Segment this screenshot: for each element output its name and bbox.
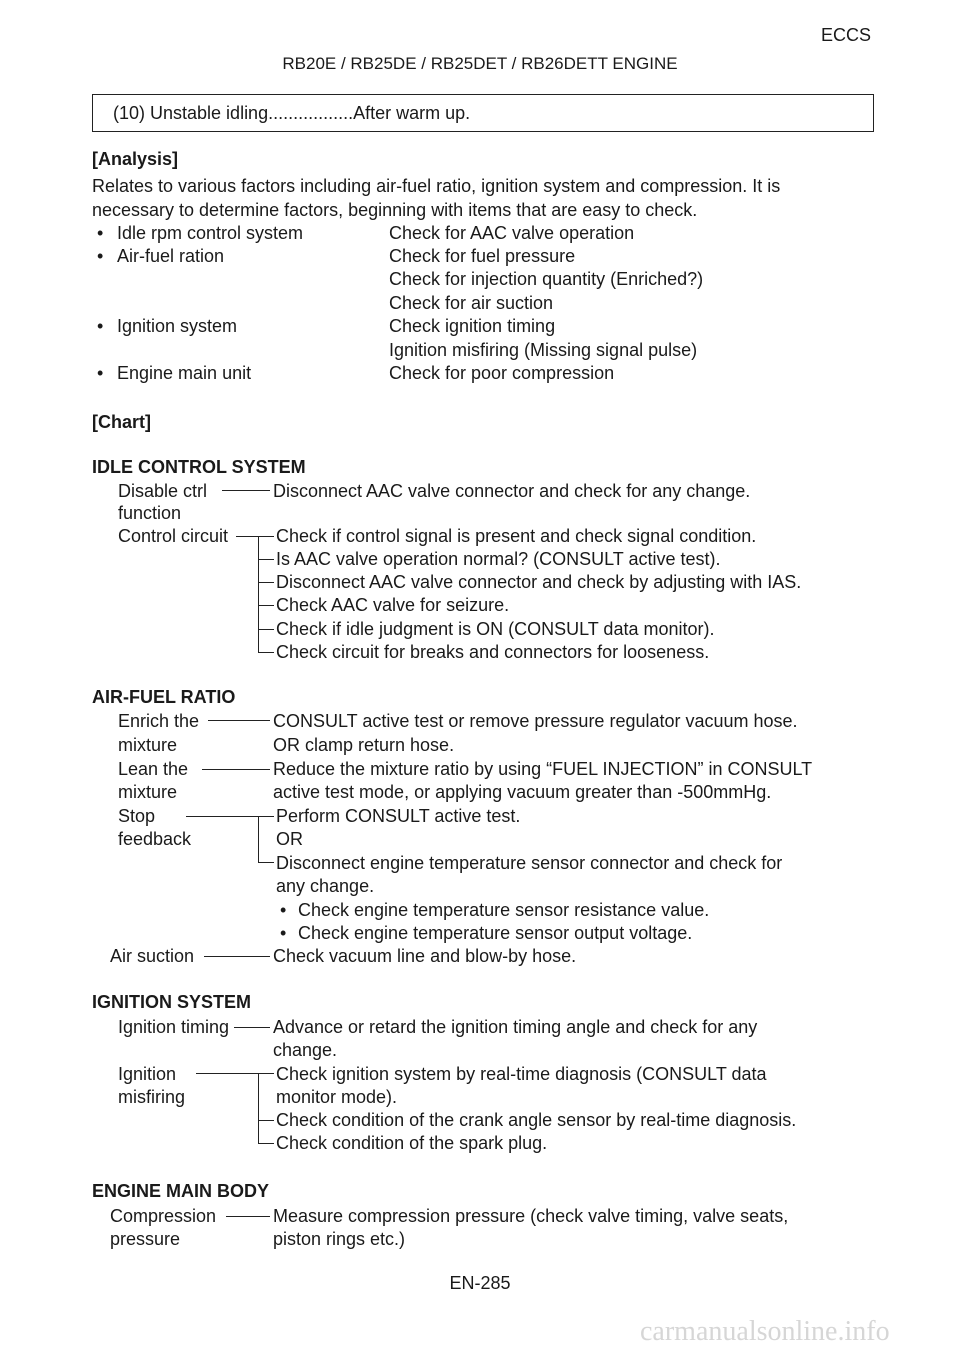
analysis-item-label: Air-fuel ration [117, 246, 225, 266]
compression-text-cont: piston rings etc.) [273, 1229, 406, 1249]
bullet-marker: • [97, 223, 104, 243]
bracket-line [258, 816, 259, 862]
idle-disable-text: Disconnect AAC valve connector and check for any change. [273, 481, 751, 501]
bullet-marker: • [97, 363, 104, 383]
analysis-para-line2: necessary to determine factors, beginning with items that are easy to check. [92, 200, 698, 220]
analysis-heading: [Analysis] [92, 149, 179, 169]
connector-line [226, 1216, 270, 1217]
bullet-marker: • [280, 923, 287, 943]
connector-tick [258, 862, 274, 863]
engine-header: RB20E / RB25DE / RB25DET / RB26DETT ENGINE [282, 54, 678, 73]
idle-disable-label-cont: function [118, 503, 182, 523]
air-suction-text: Check vacuum line and blow-by hose. [273, 946, 577, 966]
connector-tick [258, 582, 274, 583]
connector-line [196, 1073, 274, 1074]
misfire-label: Ignition [118, 1064, 177, 1084]
lean-text-cont: active test mode, or applying vacuum greater than -500mmHg. [273, 782, 772, 802]
lean-label-cont: mixture [118, 782, 178, 802]
analysis-item-label: Idle rpm control system [117, 223, 304, 243]
compression-label-cont: pressure [110, 1229, 181, 1249]
compression-label: Compression [110, 1206, 217, 1226]
watermark: carmanualsonline.info [640, 1316, 890, 1347]
idle-disable-label: Disable ctrl [118, 481, 208, 501]
stop-feedback-text-cont: any change. [276, 876, 375, 896]
chart-heading: [Chart] [92, 412, 151, 432]
bullet-marker: • [280, 900, 287, 920]
stop-feedback-label: Stop [118, 806, 156, 826]
enrich-label-cont: mixture [118, 735, 178, 755]
compression-text: Measure compression pressure (check valve timing, valve seats, [273, 1206, 789, 1226]
analysis-check: Check ignition timing [389, 316, 556, 336]
air-fuel-title: AIR-FUEL RATIO [92, 687, 236, 707]
enrich-text: CONSULT active test or remove pressure regulator vacuum hose. [273, 711, 798, 731]
analysis-check: Check for poor compression [389, 363, 615, 383]
idle-control-title: IDLE CONTROL SYSTEM [92, 457, 306, 477]
misfire-text: Check condition of the crank angle sensor by real-time diagnosis. [276, 1110, 797, 1130]
idle-control-item: Check if control signal is present and check signal condition. [276, 526, 757, 546]
engine-main-title: ENGINE MAIN BODY [92, 1181, 270, 1201]
analysis-check: Check for air suction [389, 293, 554, 313]
section-label: ECCS [821, 25, 872, 45]
stop-feedback-or: OR [276, 829, 303, 849]
connector-line [186, 816, 274, 817]
ignition-timing-label: Ignition timing [118, 1017, 230, 1037]
title-box [92, 94, 874, 132]
analysis-item-label: Engine main unit [117, 363, 252, 383]
enrich-label: Enrich the [118, 711, 200, 731]
connector-line [236, 536, 274, 537]
connector-line [222, 490, 270, 491]
ignition-title: IGNITION SYSTEM [92, 992, 252, 1012]
air-suction-label: Air suction [110, 946, 195, 966]
connector-tick [258, 605, 274, 606]
connector-tick [258, 652, 274, 653]
misfire-text-cont: monitor mode). [276, 1087, 398, 1107]
stop-feedback-text: Disconnect engine temperature sensor connector and check for [276, 853, 783, 873]
analysis-check: Ignition misfiring (Missing signal pulse) [389, 340, 698, 360]
connector-line [204, 956, 270, 957]
bullet-marker: • [97, 316, 104, 336]
title-text: (10) Unstable idling.................After warm up. [113, 103, 471, 123]
misfire-label-cont: misfiring [118, 1087, 186, 1107]
bracket-line [258, 536, 259, 653]
stop-feedback-label-cont: feedback [118, 829, 192, 849]
idle-control-item: Check circuit for breaks and connectors for looseness. [276, 642, 710, 662]
bullet-marker: • [97, 246, 104, 266]
idle-control-item: Is AAC valve operation normal? (CONSULT active test). [276, 549, 721, 569]
misfire-text: Check condition of the spark plug. [276, 1133, 548, 1153]
connector-line [234, 1027, 270, 1028]
idle-control-item: Disconnect AAC valve connector and check by adjusting with IAS. [276, 572, 802, 592]
analysis-check: Check for injection quantity (Enriched?) [389, 269, 704, 289]
ignition-timing-text-cont: change. [273, 1040, 338, 1060]
analysis-check: Check for fuel pressure [389, 246, 576, 266]
idle-control-item: Check if idle judgment is ON (CONSULT data monitor). [276, 619, 715, 639]
ignition-timing-text: Advance or retard the ignition timing angle and check for any [273, 1017, 758, 1037]
analysis-item-label: Ignition system [117, 316, 238, 336]
enrich-text-cont: OR clamp return hose. [273, 735, 455, 755]
idle-control-item: Check AAC valve for seizure. [276, 595, 510, 615]
lean-text: Reduce the mixture ratio by using “FUEL INJECTION” in CONSULT [273, 759, 813, 779]
idle-control-label: Control circuit [118, 526, 229, 546]
connector-tick [258, 629, 274, 630]
stop-feedback-bullet: Check engine temperature sensor resistance value. [298, 900, 710, 920]
analysis-check: Check for AAC valve operation [389, 223, 635, 243]
bracket-line [258, 1073, 259, 1143]
connector-tick [258, 559, 274, 560]
stop-feedback-bullet: Check engine temperature sensor output voltage. [298, 923, 693, 943]
misfire-text: Check ignition system by real-time diagnosis (CONSULT data [276, 1064, 767, 1084]
connector-tick [258, 1143, 274, 1144]
lean-label: Lean the [118, 759, 189, 779]
connector-tick [258, 1120, 274, 1121]
page-number: EN-285 [449, 1273, 511, 1293]
connector-line [208, 720, 270, 721]
connector-line [202, 769, 270, 770]
analysis-para-line1: Relates to various factors including air-fuel ratio, ignition system and compression. It is [92, 176, 781, 196]
stop-feedback-text: Perform CONSULT active test. [276, 806, 521, 826]
